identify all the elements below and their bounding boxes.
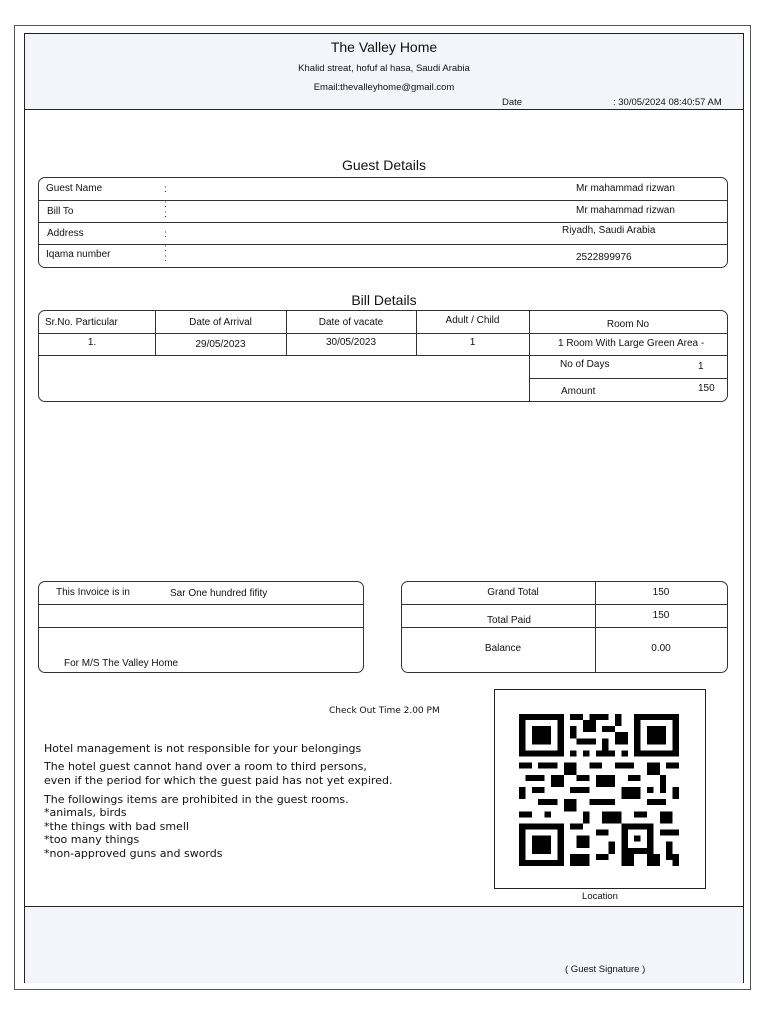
col-room-no: Room No [606,319,650,330]
guest-details-heading: Guest Details [341,157,427,173]
row-vacate: 30/05/2023 [325,337,377,348]
guest-details-table [38,177,728,268]
checkout-time: Check Out Time 2.00 PM [329,706,440,716]
rule-5: *animals, birds [44,806,127,819]
rule-3: even if the period for which the guest paid has not yet expired. [44,774,393,787]
colon: : [164,184,167,195]
amount-label: Amount [561,386,596,397]
address-label: Address [47,228,84,239]
col-sr-particular: Sr.No. Particular [45,317,118,328]
row-arrival: 29/05/2023 [195,339,246,350]
bill-to-label: Bill To [47,206,74,217]
rule-8: *non-approved guns and swords [44,847,223,860]
bill-details-table [38,310,728,402]
col-adult-child: Adult / Child [445,315,500,326]
amount-value: 150 [698,383,715,394]
qr-code-icon [519,714,679,866]
hotel-name: The Valley Home [330,39,438,55]
qr-caption: Location [582,891,618,902]
days-label: No of Days [560,359,610,370]
iqama-label: Iqama number [46,249,111,260]
rule-2: The hotel guest cannot hand over a room to third persons, [44,760,367,773]
days-value: 1 [698,361,704,372]
rule-7: *too many things [44,833,140,846]
bill-details-heading: Bill Details [351,292,417,308]
total-paid-value: 150 [652,610,670,621]
date-value: : 30/05/2024 08:40:57 AM [613,97,722,108]
row-adult: 1 [469,337,476,348]
grand-total-label: Grand Total [487,587,539,598]
balance-label: Balance [484,643,522,654]
row-room: 1 Room With Large Green Area - [558,338,705,349]
iqama-value: 2522899976 [576,252,632,263]
invoice-words-label: This Invoice is in [56,587,130,598]
colon: : [164,229,167,240]
qr-code-box [494,689,706,889]
guest-name-value: Mr mahammad rizwan [576,183,675,194]
grand-total-value: 150 [652,587,670,598]
row-sr: 1. [87,337,97,348]
signatory: For M/S The Valley Home [64,658,179,669]
total-paid-label: Total Paid [487,615,531,626]
colon: : : [164,243,167,264]
address-value: Riyadh, Saudi Arabia [562,225,656,236]
rule-1: Hotel management is not responsible for your belongings [44,742,362,755]
col-date-vacate: Date of vacate [318,317,384,328]
colon: : : [164,199,167,220]
totals-box [401,581,728,673]
guest-signature: ( Guest Signature ) [565,964,646,975]
invoice-words-value: Sar One hundred fifity [170,588,268,599]
hotel-address: Khalid streat, hofuf al hasa, Saudi Arabia [298,63,470,74]
date-label: Date [502,97,523,108]
balance-value: 0.00 [651,643,671,654]
col-date-arrival: Date of Arrival [189,317,252,328]
guest-name-label: Guest Name [46,183,103,194]
rule-4: The followings items are prohibited in the guest rooms. [44,793,349,806]
bill-to-value: Mr mahammad rizwan [576,205,675,216]
hotel-email: Email:thevalleyhome@gmail.com [313,82,455,93]
invoice-words-box [38,581,364,673]
rule-6: *the things with bad smell [44,820,189,833]
